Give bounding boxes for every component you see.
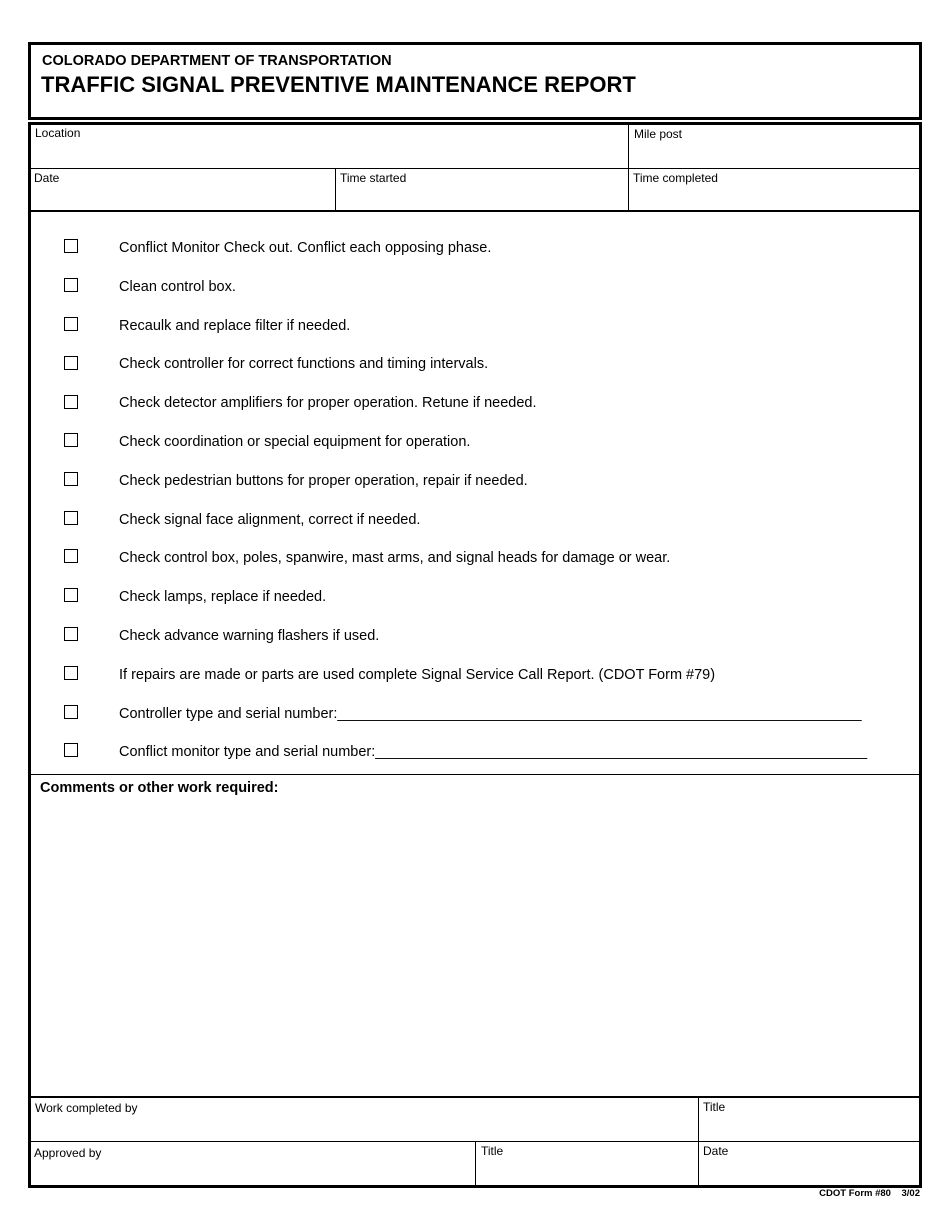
checkbox-controller-serial[interactable] [64,705,78,719]
divider [698,1096,699,1188]
checklist-item: Check signal face alignment, correct if needed. [119,512,421,528]
form-header [28,42,922,120]
time-completed-field[interactable] [633,186,916,208]
agency-name: COLORADO DEPARTMENT OF TRANSPORTATION [42,53,392,69]
checklist-item: Conflict monitor type and serial number:_____________________________________________________________ [119,744,868,760]
form-code: CDOT Form #80 3/02 [819,1188,920,1199]
checkbox-signal-face-alignment[interactable] [64,511,78,525]
checklist-item: Clean control box. [119,279,236,295]
checkbox-service-call-report[interactable] [64,666,78,680]
divider [28,1096,922,1098]
checklist-item: Check control box, poles, spanwire, mast arms, and signal heads for damage or wear. [119,550,671,566]
checkbox-controller-functions[interactable] [64,356,78,370]
title-label: Title [703,1100,726,1114]
checklist-item: Conflict Monitor Check out. Conflict each opposing phase. [119,240,492,256]
date-label: Date [34,171,60,185]
form-title: TRAFFIC SIGNAL PREVENTIVE MAINTENANCE REPORT [41,72,636,97]
checkbox-detector-amplifiers[interactable] [64,395,78,409]
comments-textarea[interactable] [34,800,916,1092]
checkbox-warning-flashers[interactable] [64,627,78,641]
checkbox-conflict-monitor-serial[interactable] [64,743,78,757]
checklist-item: Check controller for correct functions and timing intervals. [119,356,489,372]
divider [628,122,629,212]
title-field[interactable] [703,1116,915,1138]
work-completed-by-field[interactable] [34,1116,694,1138]
checklist-item: Check coordination or special equipment for operation. [119,434,471,450]
checkbox-coordination-equipment[interactable] [64,433,78,447]
approver-title-label: Title [481,1144,504,1158]
approval-date-label: Date [703,1144,729,1158]
divider [335,168,336,212]
time-started-label: Time started [340,171,407,185]
date-field[interactable] [34,186,330,208]
approver-title-field[interactable] [481,1161,693,1183]
time-completed-label: Time completed [633,171,718,185]
divider [475,1141,476,1188]
checklist-item: Recaulk and replace filter if needed. [119,318,351,334]
checkbox-conflict-monitor[interactable] [64,239,78,253]
location-label: Location [35,126,81,140]
checklist-item: Check lamps, replace if needed. [119,589,327,605]
time-started-field[interactable] [340,186,624,208]
mile-post-label: Mile post [634,127,683,141]
checklist-item: Controller type and serial number:_________________________________________________________________ [119,706,862,722]
checklist-item: Check detector amplifiers for proper operation. Retune if needed. [119,395,537,411]
checklist-item: Check pedestrian buttons for proper operation, repair if needed. [119,473,528,489]
checklist-item: If repairs are made or parts are used complete Signal Service Call Report. (CDOT Form #79) [119,667,716,683]
divider [28,168,922,169]
checkbox-clean-control-box[interactable] [64,278,78,292]
divider [28,774,922,775]
work-completed-by-label: Work completed by [35,1101,138,1115]
checkbox-damage-wear[interactable] [64,549,78,563]
mile-post-field[interactable] [634,142,916,164]
approval-date-field[interactable] [703,1161,915,1183]
checklist-item: Check advance warning flashers if used. [119,628,380,644]
checkbox-pedestrian-buttons[interactable] [64,472,78,486]
checkbox-lamps[interactable] [64,588,78,602]
divider [28,210,922,212]
comments-label: Comments or other work required: [40,780,279,796]
approved-by-label: Approved by [34,1146,102,1160]
approved-by-field[interactable] [34,1161,470,1183]
checkbox-recaulk-filter[interactable] [64,317,78,331]
location-field[interactable] [34,142,622,164]
